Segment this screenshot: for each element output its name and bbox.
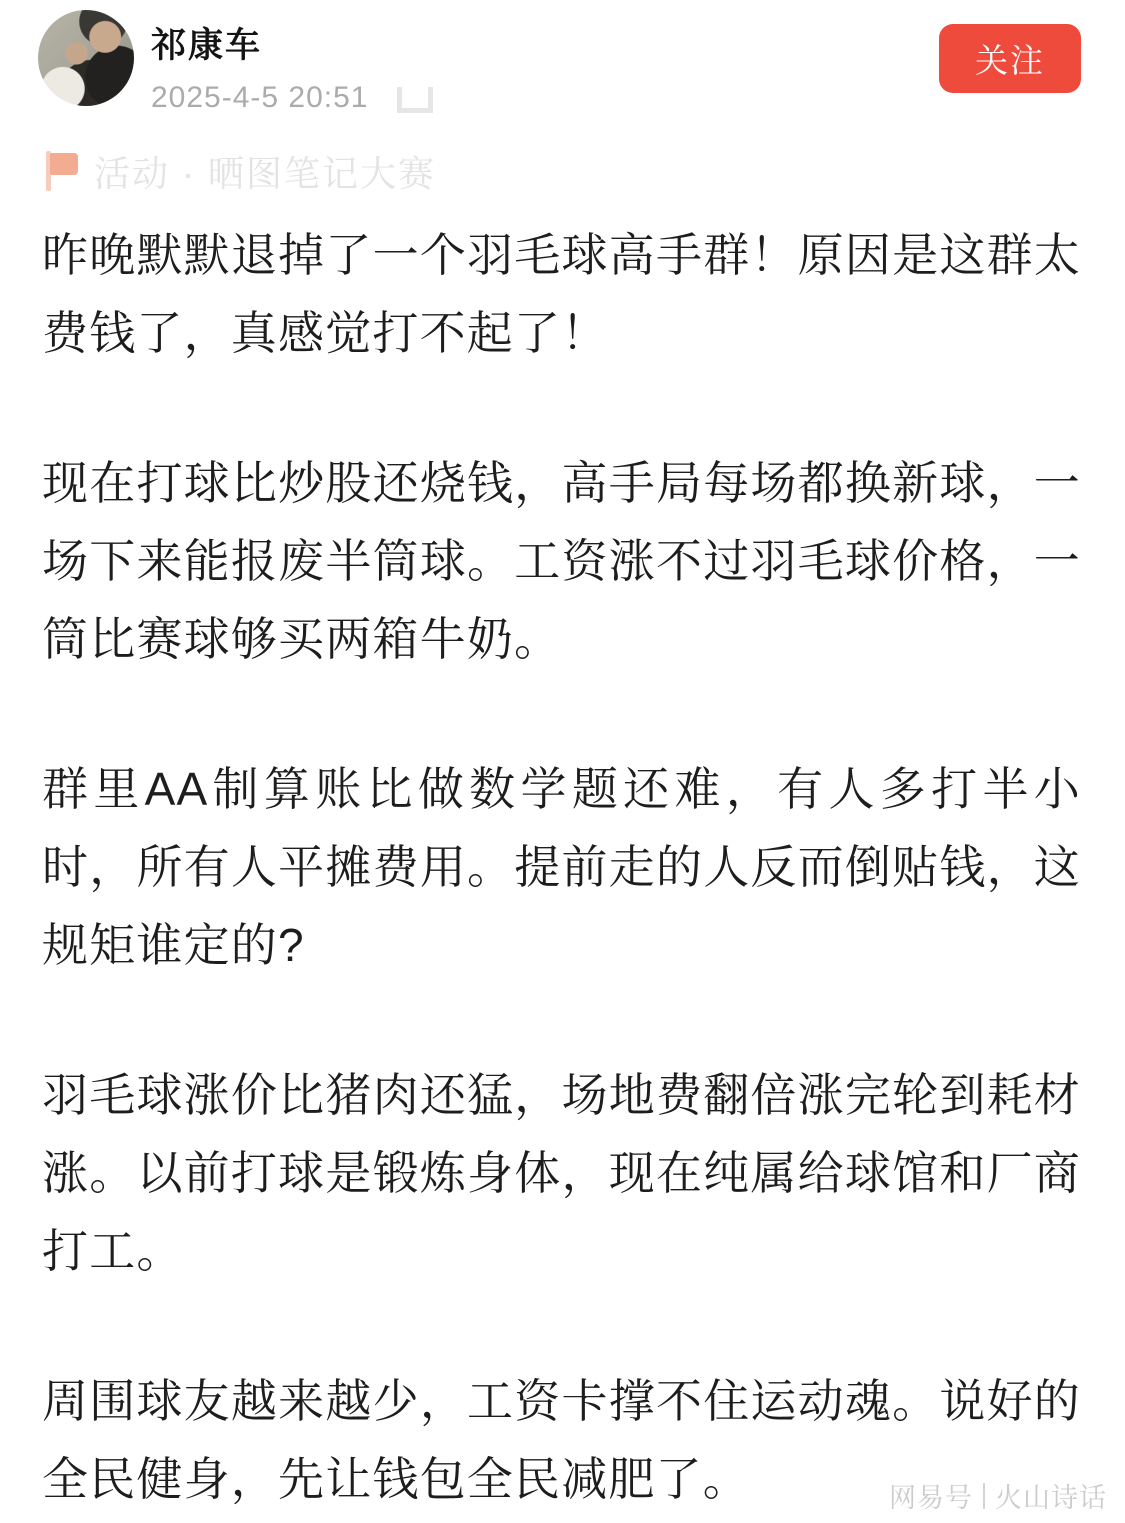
- watermark-channel: 火山诗话: [995, 1483, 1107, 1513]
- post-paragraph: 群里AA制算账比做数学题还难，有人多打半小时，所有人平摊费用。提前走的人反而倒贴钱，这规矩谁定的?: [42, 763, 1081, 971]
- post-paragraph: 昨晚默默退掉了一个羽毛球高手群！原因是这群太费钱了，真感觉打不起了！: [42, 229, 1081, 359]
- post-paragraph: 周围球友越来越少，工资卡撑不住运动魂。说好的全民健身，先让钱包全民减肥了。: [42, 1375, 1081, 1505]
- post-body: [42, 216, 1081, 1518]
- user-info: [151, 10, 939, 115]
- post-header: [0, 0, 1125, 115]
- activity-tag[interactable]: [46, 149, 1125, 193]
- activity-label: 活动 · 晒图笔记大赛: [94, 152, 436, 194]
- faded-bracket-icon: [397, 87, 433, 113]
- user-avatar[interactable]: [38, 10, 134, 106]
- post-paragraph: 羽毛球涨价比猪肉还猛，场地费翻倍涨完轮到耗材涨。以前打球是锻炼身体，现在纯属给球馆和厂商打工。: [42, 1069, 1081, 1277]
- timestamp: 2025-4-5 20:51: [151, 81, 369, 114]
- username[interactable]: 祁康车: [151, 26, 263, 65]
- watermark-brand: 网易号: [889, 1483, 973, 1513]
- post-paragraph: 现在打球比炒股还烧钱，高手局每场都换新球，一场下来能报废半筒球。工资涨不过羽毛球价格，一筒比赛球够买两箱牛奶。: [42, 457, 1081, 665]
- watermark: [889, 1476, 1107, 1515]
- post-meta: [151, 81, 939, 115]
- flag-icon: [46, 151, 80, 191]
- follow-button[interactable]: 关注: [939, 24, 1081, 93]
- watermark-divider-icon: [983, 1483, 985, 1509]
